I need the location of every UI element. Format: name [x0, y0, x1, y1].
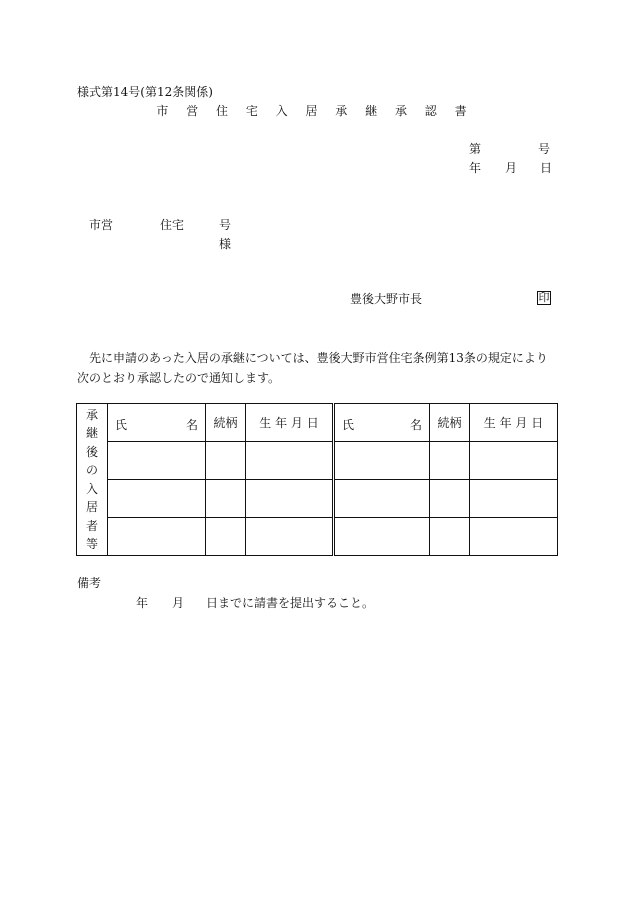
deadline-month: 月 [172, 596, 185, 610]
seal-box: 印 [538, 291, 550, 304]
deadline-year: 年 [136, 596, 149, 610]
issue-date-day: 日 [540, 161, 553, 175]
addressee-city-housing: 市営 [89, 218, 114, 232]
table-row [77, 518, 558, 556]
issue-number-suffix: 号 [538, 142, 551, 156]
cell-birthdate[interactable] [470, 480, 558, 518]
form-number: 様式第14号(第12条関係) [77, 85, 213, 99]
addressee-honorific: 様 [219, 237, 232, 251]
cell-birthdate[interactable] [470, 518, 558, 556]
cell-birthdate[interactable] [246, 480, 334, 518]
addressee-number: 号 [219, 218, 232, 232]
issue-number-prefix: 第 [469, 142, 482, 156]
cell-relationship[interactable] [206, 442, 246, 480]
successor-table [76, 403, 558, 556]
cell-name[interactable] [334, 480, 430, 518]
remarks-label: 備考 [77, 576, 102, 590]
issue-date-year: 年 [469, 161, 482, 175]
table-header-row [77, 404, 558, 442]
table-row [77, 480, 558, 518]
header-birthdate: 生 年 月 日 [246, 404, 334, 442]
header-relationship-2: 続柄 [430, 404, 470, 442]
cell-relationship[interactable] [430, 480, 470, 518]
cell-birthdate[interactable] [246, 442, 334, 480]
cell-name[interactable] [108, 480, 206, 518]
document-title: 市 営 住 宅 入 居 承 継 承 認 書 [156, 104, 474, 118]
cell-relationship[interactable] [206, 480, 246, 518]
cell-relationship[interactable] [206, 518, 246, 556]
header-birthdate-2: 生 年 月 日 [470, 404, 558, 442]
cell-birthdate[interactable] [246, 518, 334, 556]
cell-name[interactable] [108, 442, 206, 480]
cell-name[interactable] [334, 518, 430, 556]
issue-date-month: 月 [505, 161, 518, 175]
cell-birthdate[interactable] [470, 442, 558, 480]
issuer-mayor: 豊後大野市長 [350, 292, 423, 306]
cell-relationship[interactable] [430, 442, 470, 480]
deadline-text: 日までに請書を提出すること。 [206, 596, 375, 610]
table-row [77, 442, 558, 480]
header-name-2: 氏 名 [334, 404, 430, 442]
cell-name[interactable] [108, 518, 206, 556]
cell-relationship[interactable] [430, 518, 470, 556]
cell-name[interactable] [334, 442, 430, 480]
header-name: 氏 名 [108, 404, 206, 442]
header-relationship: 続柄 [206, 404, 246, 442]
notice-body: 先に申請のあった入居の承継については、豊後大野市営住宅条例第13条の規定により次のとおり承認したので通知します。 [77, 351, 548, 385]
addressee-housing: 住宅 [160, 218, 185, 232]
side-label: 承 継 後 の 入 居 者 等 [77, 404, 108, 556]
